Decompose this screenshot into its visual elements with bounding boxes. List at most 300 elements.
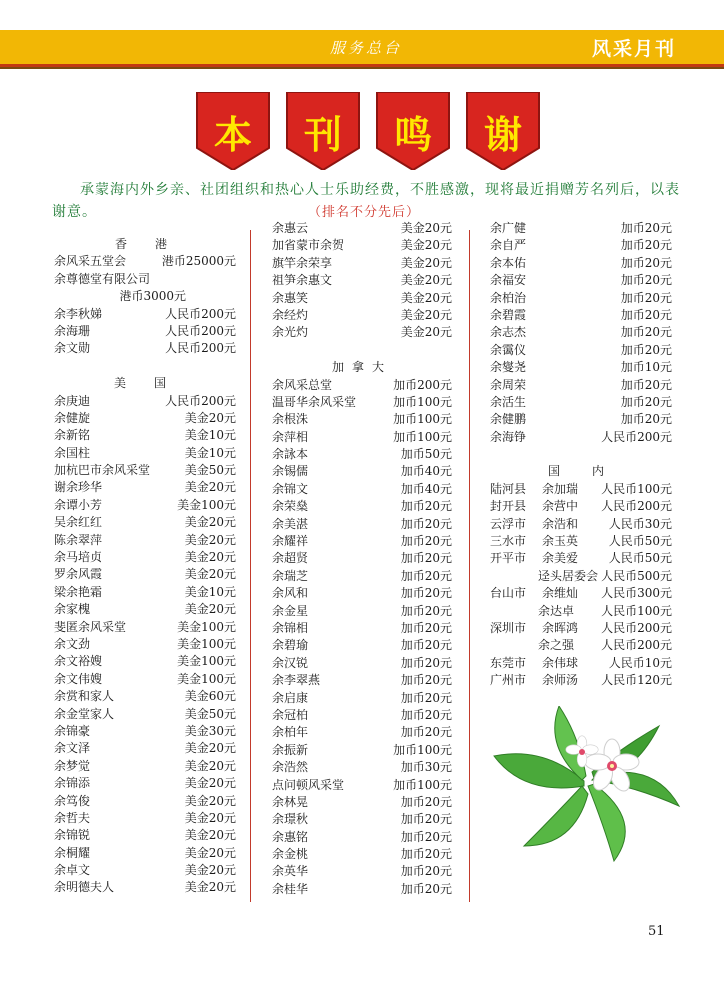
donation-amount: 加币20元 (620, 255, 672, 270)
donor-row (272, 446, 452, 463)
donation-amount: 人民币100元 (601, 603, 672, 618)
donation-amount: 加币40元 (400, 464, 452, 479)
donor-column-3 (490, 220, 672, 690)
donor-row (272, 603, 452, 620)
donor-row (272, 846, 452, 863)
donation-amount: 加币20元 (400, 638, 452, 653)
donor-name: 余锡儒 (272, 464, 309, 479)
donor-row (490, 655, 672, 672)
donation-amount: 美金20元 (184, 515, 236, 530)
donor-row (54, 497, 236, 514)
donor-row (272, 777, 452, 794)
donor-row (54, 427, 236, 444)
title-badge (374, 92, 452, 170)
donor-name: 余庚迪 (54, 393, 91, 408)
donation-amount: 美金20元 (184, 810, 236, 825)
donation-amount: 港币3000元 (119, 289, 186, 304)
donor-row (490, 672, 672, 689)
donor-location: 广州市 (490, 673, 527, 688)
donor-name: 余文劲 (54, 636, 91, 651)
donor-name: 余浩和 (542, 516, 579, 531)
donation-amount: 人民币50元 (608, 534, 672, 549)
donation-amount: 人民币300元 (601, 586, 672, 601)
donation-amount: 人民币200元 (165, 341, 236, 356)
donation-amount: 美金50元 (184, 706, 236, 721)
donor-row (54, 323, 236, 340)
donor-name: 余璟秋 (272, 812, 309, 827)
donor-row (490, 481, 672, 498)
donation-amount: 人民币50元 (608, 551, 672, 566)
donor-name: 余志杰 (490, 325, 527, 340)
donation-amount: 人民币200元 (165, 393, 236, 408)
donor-name: 余英华 (272, 864, 309, 879)
donor-row (490, 568, 672, 585)
donor-name: 余家槐 (54, 602, 91, 617)
donor-name: 加杭巴市余风采堂 (54, 463, 151, 478)
donation-amount: 美金100元 (177, 497, 236, 512)
donor-name: 谢余珍华 (54, 480, 103, 495)
donation-amount: 美金100元 (177, 619, 236, 634)
donation-amount: 加币20元 (400, 499, 452, 514)
donor-name: 余谭小芳 (54, 497, 103, 512)
donor-name: 余经灼 (272, 307, 309, 322)
donor-row (54, 532, 236, 549)
donation-amount: 美金50元 (184, 463, 236, 478)
donor-row (54, 601, 236, 618)
donation-amount: 美金20元 (184, 480, 236, 495)
donor-location: 陆河县 (490, 481, 527, 496)
donor-row (490, 255, 672, 272)
donor-location: 云浮市 (490, 516, 527, 531)
donation-amount: 加币50元 (400, 447, 452, 462)
donation-amount: 人民币10元 (608, 655, 672, 670)
ordering-note: （排名不分先后） (308, 205, 421, 220)
donation-amount: 加币20元 (620, 377, 672, 392)
donor-row (54, 619, 236, 636)
donation-amount: 人民币120元 (601, 673, 672, 688)
donor-row (54, 306, 236, 323)
donor-name: 余玉英 (542, 534, 579, 549)
donation-amount: 美金20元 (400, 255, 452, 270)
donor-name: 余梦觉 (54, 758, 91, 773)
donor-row (272, 811, 452, 828)
donation-amount: 加币20元 (400, 847, 452, 862)
donation-amount: 加币20元 (400, 690, 452, 705)
donor-name: 余明德夫人 (54, 880, 115, 895)
intro-text: 承蒙海内外乡亲、社团组织和热心人士乐助经费，不胜感激，现将最近捐赠芳名列后，以表谢意。 (52, 182, 680, 220)
donor-name: 余李秋娣 (54, 306, 103, 321)
donation-amount: 美金20元 (184, 602, 236, 617)
donor-row (54, 653, 236, 670)
donation-amount: 加币100元 (393, 429, 452, 444)
donor-name: 罗余风霞 (54, 567, 103, 582)
donation-amount: 美金100元 (177, 636, 236, 651)
donor-row (54, 549, 236, 566)
page-header (0, 0, 724, 70)
donor-name: 余海珊 (54, 323, 91, 338)
donation-amount: 加币20元 (620, 221, 672, 235)
donor-name: 余风和 (272, 586, 309, 601)
donor-name: 余冠柏 (272, 707, 309, 722)
donor-row (272, 672, 452, 689)
donor-row (490, 377, 672, 394)
donation-amount: 加币20元 (400, 586, 452, 601)
donor-row (490, 324, 672, 341)
donor-name: 余加瑞 (542, 481, 579, 496)
donor-row (272, 307, 452, 324)
donation-amount: 美金10元 (184, 584, 236, 599)
donation-amount: 加币10元 (620, 360, 672, 375)
donation-amount: 加币100元 (393, 412, 452, 427)
donation-amount: 加币20元 (620, 290, 672, 305)
page-number: 51 (648, 924, 665, 939)
donor-row (272, 620, 452, 637)
donor-name: 余新铭 (54, 428, 91, 443)
donor-row (272, 237, 452, 254)
donor-name: 余美爱 (542, 551, 579, 566)
donation-amount: 人民币200元 (165, 306, 236, 321)
donor-name: 迳头居委会 (538, 568, 599, 583)
magazine-title: 风采月刊 (591, 38, 676, 60)
donor-name: 余健旋 (54, 410, 91, 425)
donor-name: 余碧霞 (490, 307, 527, 322)
donor-name: 余营中 (542, 499, 579, 514)
donation-amount: 美金20元 (184, 567, 236, 582)
donation-amount: 美金60元 (184, 689, 236, 704)
donor-row (272, 516, 452, 533)
donor-row (54, 810, 236, 827)
donation-amount: 美金20元 (184, 550, 236, 565)
donor-row (272, 881, 452, 898)
donor-column-2 (272, 220, 452, 898)
donor-row (490, 359, 672, 376)
donor-location: 三水市 (490, 534, 527, 549)
donor-name: 余燮尧 (490, 360, 527, 375)
donor-name: 余锦豪 (54, 723, 91, 738)
donor-row (272, 742, 452, 759)
donor-row (272, 829, 452, 846)
donation-amount: 美金20元 (184, 845, 236, 860)
donation-amount: 加币100元 (393, 777, 452, 792)
donation-amount: 港币25000元 (161, 254, 236, 269)
donation-amount: 加币200元 (393, 377, 452, 392)
donor-row (490, 533, 672, 550)
donor-row (54, 862, 236, 879)
donor-name: 余惠铭 (272, 829, 309, 844)
donor-row (490, 220, 672, 237)
donor-name: 余金桃 (272, 847, 309, 862)
title-badge (464, 92, 542, 170)
donor-name: 余美湛 (272, 516, 309, 531)
donation-amount: 加币20元 (400, 516, 452, 531)
title-char: 刊 (303, 113, 342, 157)
donor-name: 余桂华 (272, 881, 309, 896)
donor-name: 旗竿余荣享 (272, 255, 333, 270)
donor-row (272, 724, 452, 741)
donor-name: 余福安 (490, 273, 527, 288)
donor-name: 余惠云 (272, 221, 309, 235)
donation-amount: 加币20元 (400, 864, 452, 879)
donor-name: 吴余红红 (54, 515, 103, 530)
donation-amount: 加币20元 (400, 794, 452, 809)
donor-row (272, 498, 452, 515)
donor-row (272, 759, 452, 776)
donor-row (490, 411, 672, 428)
donor-row (490, 585, 672, 602)
donation-amount: 人民币500元 (601, 568, 672, 583)
donor-row (54, 706, 236, 723)
donor-row (490, 394, 672, 411)
donor-row (490, 272, 672, 289)
donor-name: 点问顿风采堂 (272, 777, 345, 792)
donor-row (490, 307, 672, 324)
donor-name: 余笃俊 (54, 793, 91, 808)
donation-amount: 美金20元 (184, 776, 236, 791)
donation-amount: 美金20元 (184, 828, 236, 843)
donor-name: 梁余艳霜 (54, 584, 103, 599)
donor-row (54, 758, 236, 775)
donor-row (272, 377, 452, 394)
donor-column-1 (54, 236, 236, 897)
donor-row (490, 498, 672, 515)
donor-row (272, 550, 452, 567)
donor-name: 余文伟嫂 (54, 671, 103, 686)
title-badge (284, 92, 362, 170)
donor-name: 余金星 (272, 603, 309, 618)
donation-amount: 美金20元 (184, 741, 236, 756)
donor-name: 余风采五堂会 (54, 254, 127, 269)
page-title (194, 92, 534, 172)
donor-location: 封开县 (490, 499, 527, 514)
donation-amount: 美金20元 (400, 325, 452, 340)
donor-name: 余广健 (490, 221, 527, 235)
donation-amount: 加币30元 (400, 760, 452, 775)
donation-amount: 加币20元 (400, 620, 452, 635)
donor-location: 开平市 (490, 551, 527, 566)
donor-name: 余周荣 (490, 377, 527, 392)
donation-amount: 加币20元 (400, 829, 452, 844)
donor-name: 余浩然 (272, 760, 309, 775)
donor-row (490, 429, 672, 446)
donor-name: 余霭仪 (490, 342, 527, 357)
donation-amount: 美金20元 (400, 290, 452, 305)
donor-row (490, 550, 672, 567)
donation-amount: 人民币30元 (608, 516, 672, 531)
donation-amount: 加币20元 (400, 707, 452, 722)
donor-row (272, 272, 452, 289)
donation-amount: 加币20元 (400, 673, 452, 688)
donor-name: 斐匿余风采堂 (54, 619, 127, 634)
donor-name: 余赏和家人 (54, 689, 115, 704)
donor-row (54, 671, 236, 688)
donation-amount: 美金20元 (184, 793, 236, 808)
donation-amount: 加币100元 (393, 394, 452, 409)
donor-row (272, 568, 452, 585)
donation-amount: 美金20元 (184, 880, 236, 895)
donor-row (54, 514, 236, 531)
donation-amount: 加币20元 (400, 568, 452, 583)
region-heading-domestic: 国 内 (547, 464, 614, 479)
donor-row (54, 584, 236, 601)
donor-name: 余风采总堂 (272, 377, 333, 392)
region-heading-usa: 美 国 (114, 376, 175, 391)
donation-amount: 美金10元 (184, 428, 236, 443)
donor-name: 余文裕嫂 (54, 654, 103, 669)
donor-row (54, 793, 236, 810)
donor-row (54, 340, 236, 357)
donor-row (272, 533, 452, 550)
donor-name: 余文勋 (54, 341, 91, 356)
donor-row (272, 655, 452, 672)
donor-row (272, 481, 452, 498)
donor-name: 余启康 (272, 690, 309, 705)
donor-row (54, 462, 236, 479)
donation-amount: 加币20元 (620, 307, 672, 322)
donor-row (490, 342, 672, 359)
donor-row (54, 410, 236, 427)
donation-amount: 美金20元 (184, 532, 236, 547)
title-char: 本 (213, 113, 252, 157)
donation-amount: 美金10元 (184, 445, 236, 460)
donation-amount: 人民币100元 (601, 481, 672, 496)
title-char: 谢 (483, 113, 522, 157)
donor-name: 余马培贞 (54, 550, 103, 565)
donor-name: 余碧瑜 (272, 638, 309, 653)
donor-row (54, 445, 236, 462)
donor-row (272, 863, 452, 880)
donor-name: 余海铮 (490, 429, 527, 444)
donor-row (272, 255, 452, 272)
donor-row (54, 845, 236, 862)
donor-name: 余荣燊 (272, 499, 309, 514)
donor-name: 余晖鸿 (542, 620, 579, 635)
section-label: 服务总台 (330, 39, 403, 57)
column-divider (250, 230, 251, 902)
donor-name: 余詠本 (272, 447, 309, 462)
donation-amount: 加币20元 (620, 325, 672, 340)
donor-name: 余李翠燕 (272, 673, 321, 688)
donor-location: 东莞市 (490, 655, 527, 670)
donor-name: 余锦相 (272, 620, 309, 635)
donor-row (490, 603, 672, 620)
donor-name: 余国柱 (54, 445, 91, 460)
donor-name: 余锦锐 (54, 828, 91, 843)
donation-amount: 加币20元 (620, 273, 672, 288)
donation-amount: 美金20元 (184, 410, 236, 425)
donor-row (272, 690, 452, 707)
donation-amount: 加币40元 (400, 481, 452, 496)
donor-row (54, 271, 236, 288)
donor-name: 余汉锐 (272, 655, 309, 670)
donor-row (490, 620, 672, 637)
donation-amount: 人民币200元 (601, 638, 672, 653)
donation-amount: 加币20元 (400, 603, 452, 618)
donor-row (54, 636, 236, 653)
donor-row (54, 288, 236, 305)
header-stripe (0, 67, 724, 69)
donor-name: 余柏年 (272, 725, 309, 740)
donor-name: 余卓文 (54, 863, 91, 878)
title-char: 鸣 (393, 113, 432, 157)
donation-amount: 加币20元 (400, 881, 452, 896)
donor-row (54, 879, 236, 896)
donor-row (272, 585, 452, 602)
donor-row (54, 723, 236, 740)
donor-row (272, 394, 452, 411)
donor-row (272, 637, 452, 654)
donor-name: 余林晃 (272, 794, 309, 809)
donor-name: 陈余翠萍 (54, 532, 103, 547)
donor-location: 深圳市 (490, 620, 527, 635)
donation-amount: 加币20元 (620, 394, 672, 409)
donor-name: 余达卓 (538, 603, 575, 618)
donor-name: 余桐耀 (54, 845, 91, 860)
donation-amount: 美金100元 (177, 671, 236, 686)
donor-row (490, 237, 672, 254)
donation-amount: 加币20元 (620, 412, 672, 427)
donor-name: 余锦文 (272, 481, 309, 496)
donor-row (272, 220, 452, 237)
donor-name: 余惠笑 (272, 290, 309, 305)
donor-name: 余之强 (538, 638, 575, 653)
donation-amount: 加币20元 (620, 238, 672, 253)
donation-amount: 加币20元 (620, 342, 672, 357)
donation-amount: 加币20元 (400, 551, 452, 566)
donation-amount: 美金20元 (184, 863, 236, 878)
donor-name: 余伟球 (542, 655, 579, 670)
donor-location: 台山市 (490, 586, 527, 601)
donation-amount: 美金100元 (177, 654, 236, 669)
donor-name: 余尊德堂有限公司 (54, 271, 151, 286)
donor-name: 余柏治 (490, 290, 527, 305)
donor-row (54, 566, 236, 583)
donor-name: 余锦添 (54, 776, 91, 791)
donor-row (272, 429, 452, 446)
donor-name: 余瑞芝 (272, 568, 309, 583)
donor-name: 温哥华余风采堂 (272, 394, 357, 409)
donor-name: 余萍相 (272, 429, 309, 444)
donor-name: 加省蒙市余贺 (272, 238, 345, 253)
donor-name: 余光灼 (272, 325, 309, 340)
donor-name: 祖笋余惠文 (272, 273, 333, 288)
donation-amount: 加币20元 (400, 812, 452, 827)
donor-row (272, 290, 452, 307)
donor-row (490, 290, 672, 307)
donation-amount: 加币20元 (400, 655, 452, 670)
donor-row (272, 794, 452, 811)
donor-row (54, 479, 236, 496)
donor-name: 余自严 (490, 238, 527, 253)
donor-name: 余健鹏 (490, 412, 527, 427)
donation-amount: 加币20元 (400, 725, 452, 740)
donor-row (272, 463, 452, 480)
donation-amount: 美金20元 (400, 221, 452, 235)
donor-row (54, 393, 236, 410)
region-heading-canada: 加拿大 (331, 360, 392, 375)
donor-row (272, 707, 452, 724)
donation-amount: 美金20元 (400, 307, 452, 322)
donation-amount: 美金30元 (184, 723, 236, 738)
donation-amount: 人民币200元 (601, 429, 672, 444)
donor-name: 余哲夫 (54, 810, 91, 825)
flower-illustration (484, 706, 684, 866)
donation-amount: 美金20元 (400, 273, 452, 288)
donor-row (272, 411, 452, 428)
donor-name: 余超贤 (272, 551, 309, 566)
region-heading-hongkong: 香 港 (114, 237, 175, 251)
donation-amount: 人民币200元 (601, 499, 672, 514)
donor-name: 余金堂家人 (54, 706, 115, 721)
